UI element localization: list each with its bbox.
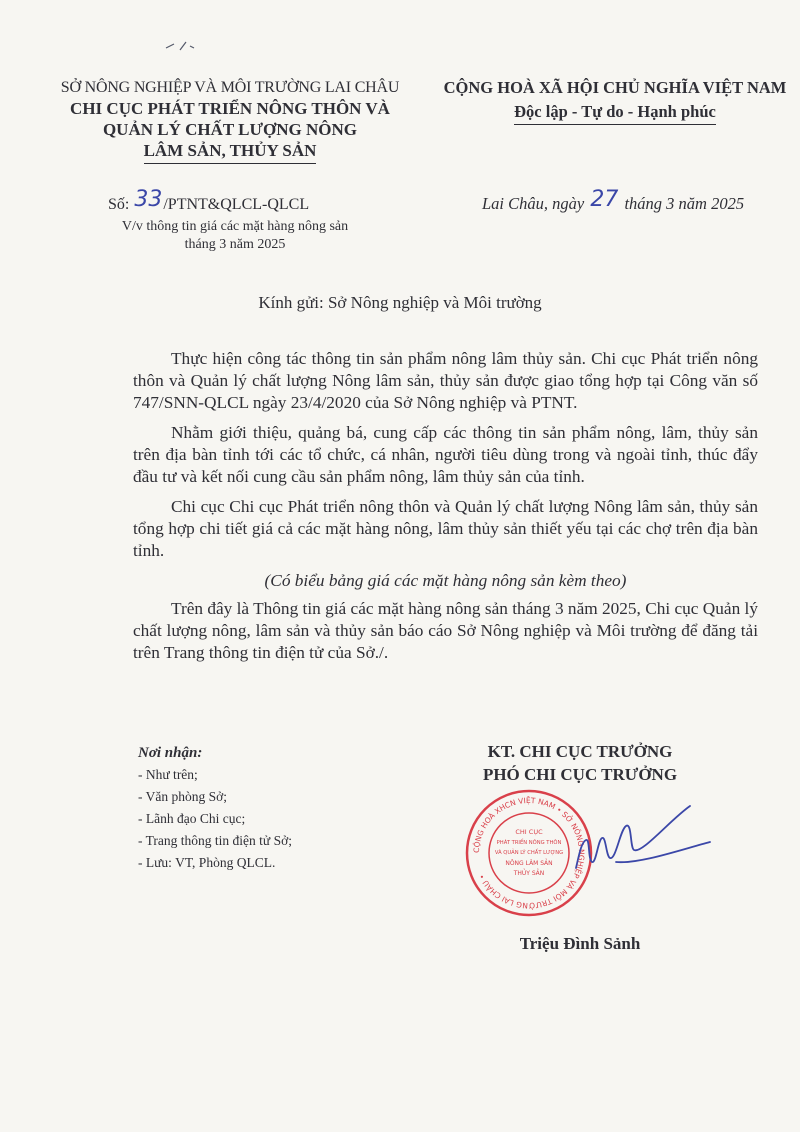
date-prefix: Lai Châu, ngày [482, 194, 585, 213]
seal-ring-text: CỘNG HOÀ XHCN VIỆT NAM • SỞ NÔNG NGHIỆP VÀ MÔI TRƯỜNG LAI CHÂU • [471, 795, 587, 911]
country-name: CỘNG HOÀ XÃ HỘI CHỦ NGHĨA VIỆT NAM [443, 78, 787, 97]
recipients-block [138, 742, 292, 874]
seal-center-line-1: CHI CỤC [515, 828, 543, 836]
recipient-item: - Văn phòng Sở; [138, 789, 228, 804]
body-paragraph-3: Chi cục Chi cục Phát triển nông thôn và Quản lý chất lượng Nông lâm sản, thủy sản tổng hợp chi tiết giá cả các mặt hàng nông, lâm thủy sản thiết yếu tại các chợ trên địa bàn tỉnh. [133, 497, 758, 560]
unit-name-line-3: LÂM SẢN, THỦY SẢN [144, 140, 317, 164]
body-paragraph-1: Thực hiện công tác thông tin sản phẩm nông lâm thủy sản. Chi cục Phát triển nông thôn và Quản lý chất lượng Nông lâm sản, thủy sản được giao tổng hợp tại Công văn số 747/SNN-QLCL ngày 23/4/2020 của Sở Nông nghiệp và PTNT. [133, 349, 758, 412]
document-number-prefix: Số: [108, 196, 130, 213]
national-header-block [430, 78, 800, 125]
body-paragraph-2: Nhằm giới thiệu, quảng bá, cung cấp các thông tin sản phẩm nông, lâm, thủy sản trên địa bàn tỉnh tới các tổ chức, cá nhân, người tiêu dùng trong và ngoài tỉnh, thúc đẩy đầu tư và kết nối cung cầu sản phẩm nông, lâm thủy sản của tỉnh. [133, 423, 758, 486]
subject-line-1: V/v thông tin giá các mặt hàng nông sản [121, 219, 349, 234]
document-number-suffix: /PTNT&QLCL-QLCL [163, 196, 310, 213]
seal-center-line-4: NÔNG LÂM SẢN [505, 860, 553, 867]
seal-center-line-2: PHÁT TRIỂN NÔNG THÔN [496, 840, 562, 846]
unit-name-line-1: CHI CỤC PHÁT TRIỂN NÔNG THÔN VÀ [70, 99, 390, 118]
document-subject [90, 218, 380, 254]
handwritten-signature [520, 790, 720, 910]
date-suffix: tháng 3 năm 2025 [624, 194, 745, 213]
recipient-item: - Lưu: VT, Phòng QLCL. [138, 855, 276, 870]
seal-center-line-5: THỦY SẢN [513, 870, 545, 877]
closing-paragraph: Trên đây là Thông tin giá các mặt hàng nông sản tháng 3 năm 2025, Chi cục Quản lý chất lượng nông, lâm sản và thủy sản báo cáo Sở Nông nghiệp và Môi trường để đăng tải trên Trang thông tin điện tử của Sở./. [133, 599, 758, 662]
document-number [108, 187, 310, 215]
subject-line-2: tháng 3 năm 2025 [184, 237, 286, 252]
date-day-handwritten: 27 [590, 187, 619, 212]
letter-body [133, 348, 758, 672]
unit-name-line-2: QUẢN LÝ CHẤT LƯỢNG NÔNG [102, 120, 358, 139]
document-number-handwritten: 33 [134, 187, 163, 212]
signer-name: Triệu Đình Sảnh [519, 934, 641, 953]
recipients-heading: Nơi nhận: [138, 745, 203, 761]
recipient-item: - Như trên; [138, 767, 198, 782]
scan-smudge-mark [160, 36, 200, 56]
recipient-item: - Lãnh đạo Chi cục; [138, 811, 246, 826]
salutation: Kính gửi: Sở Nông nghiệp và Môi trường [258, 293, 542, 312]
attachment-note: (Có biểu bảng giá các mặt hàng nông sản kèm theo) [264, 571, 627, 590]
seal-center-line-3: VÀ QUẢN LÝ CHẤT LƯỢNG [494, 850, 564, 856]
parent-agency: SỞ NÔNG NGHIỆP VÀ MÔI TRƯỜNG LAI CHÂU [60, 79, 400, 96]
signer-title-line-1: KT. CHI CỤC TRƯỞNG [487, 742, 673, 761]
signer-title-line-2: PHÓ CHI CỤC TRƯỞNG [482, 765, 678, 784]
signer-title [440, 740, 720, 786]
issuing-agency-block [30, 78, 430, 164]
date-line [482, 187, 745, 215]
recipient-item: - Trang thông tin điện tử Sở; [138, 833, 292, 848]
national-motto: Độc lập - Tự do - Hạnh phúc [514, 102, 716, 125]
